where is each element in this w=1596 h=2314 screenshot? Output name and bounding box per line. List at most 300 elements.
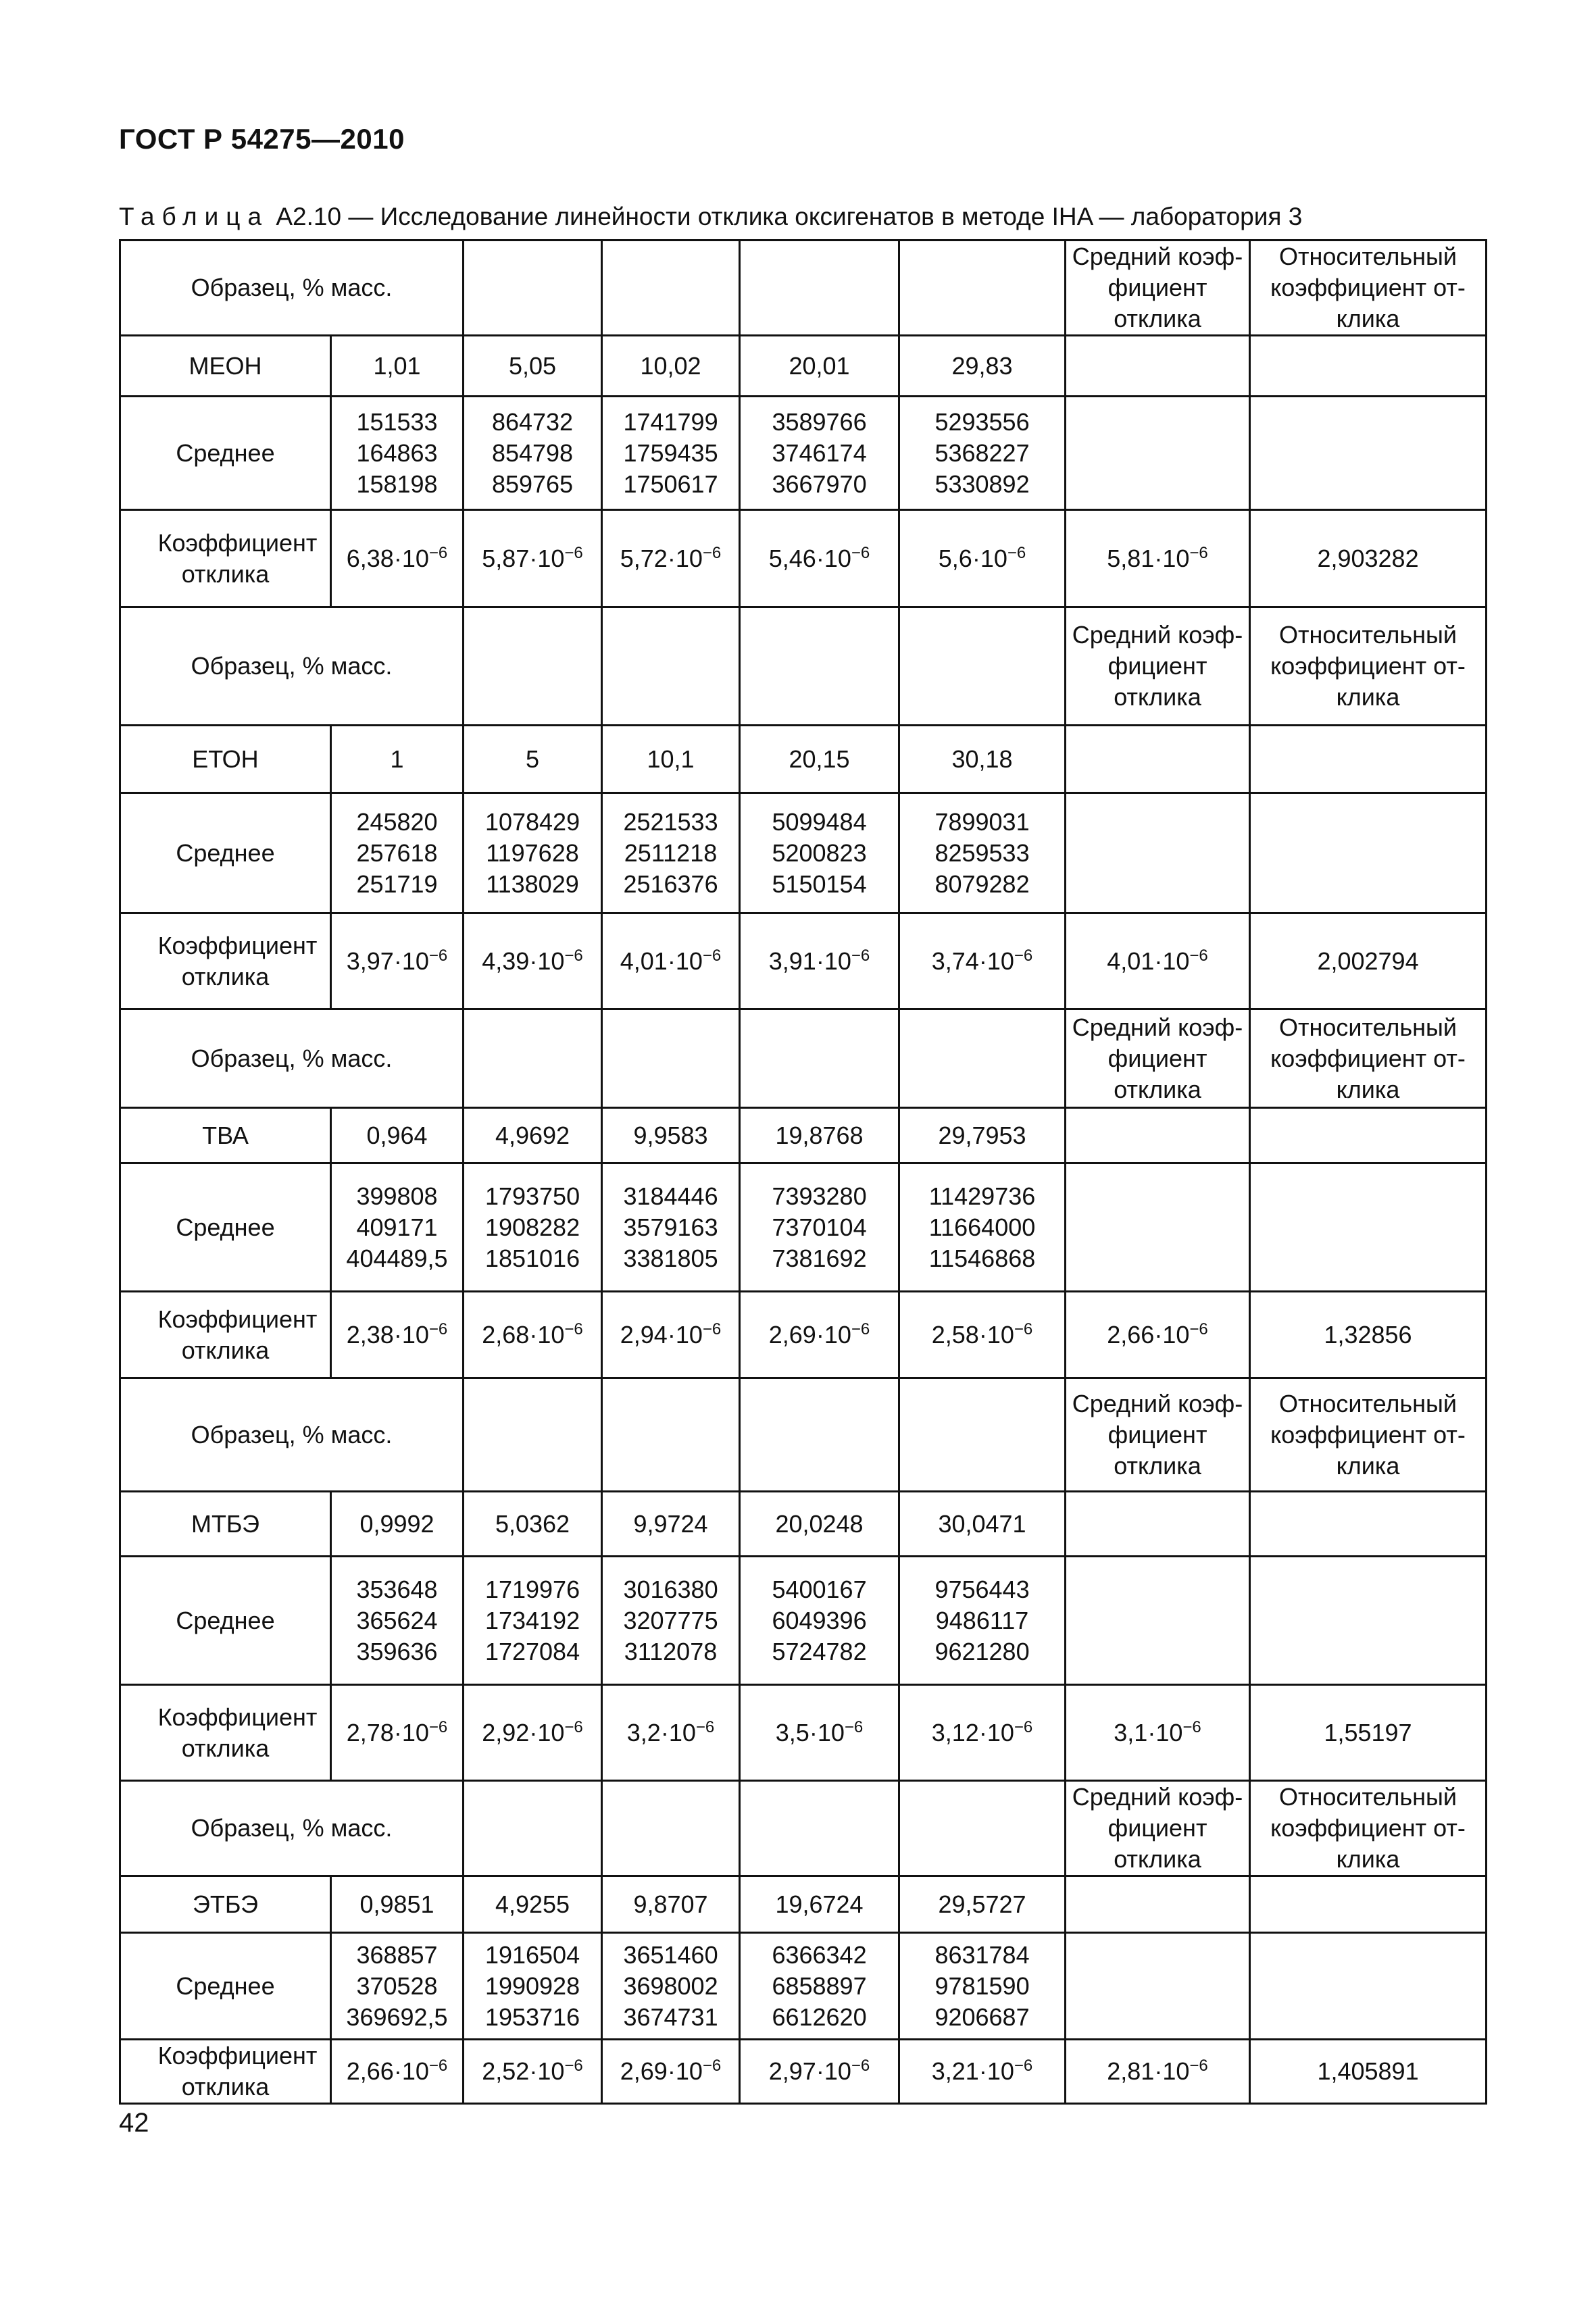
concentration-cell: 10,1 bbox=[602, 726, 740, 793]
measurement-value: 1990928 bbox=[484, 1971, 580, 2000]
empty-cell bbox=[464, 241, 602, 336]
empty-cell bbox=[1250, 726, 1487, 793]
coefficient-cell bbox=[602, 1685, 740, 1781]
measurement-value: 3651460 bbox=[623, 1940, 718, 1969]
compound-name: ТВА bbox=[120, 1108, 331, 1163]
coefficient-cell bbox=[899, 1685, 1066, 1781]
empty-cell bbox=[1066, 1163, 1250, 1292]
coefficient-label-line1: Коэффициент bbox=[157, 1305, 318, 1333]
coefficient-label-line2: отклика bbox=[181, 962, 270, 990]
measurement-value: 8259533 bbox=[934, 838, 1030, 867]
coefficient-cell bbox=[331, 913, 464, 1009]
concentration-cell: 19,8768 bbox=[740, 1108, 899, 1163]
coefficient-cell bbox=[331, 510, 464, 607]
empty-cell bbox=[1066, 336, 1250, 397]
measurement-cell bbox=[602, 1933, 740, 2040]
coefficient-mantissa: 2,66·10 bbox=[1107, 1320, 1190, 1349]
measurement-value: 9206687 bbox=[934, 2003, 1030, 2031]
linearity-table bbox=[119, 239, 1487, 2105]
empty-cell bbox=[1066, 1876, 1250, 1933]
measurement-value: 369692,5 bbox=[346, 2003, 448, 2031]
empty-cell bbox=[1066, 726, 1250, 793]
coefficient-cell bbox=[899, 2040, 1066, 2104]
measurement-value: 11664000 bbox=[928, 1213, 1036, 1241]
coefficient-cell bbox=[331, 1685, 464, 1781]
empty-cell bbox=[602, 607, 740, 726]
sample-header-row bbox=[120, 1378, 1487, 1492]
avg-coef-header: Средний коэф-фициент отклика bbox=[1066, 1009, 1250, 1108]
coefficient-cell bbox=[740, 510, 899, 607]
empty-cell bbox=[740, 1009, 899, 1108]
coefficient-mantissa: 2,52·10 bbox=[482, 2057, 565, 2085]
coefficient-cell bbox=[464, 1292, 602, 1378]
measurement-value: 6612620 bbox=[772, 2003, 867, 2031]
coefficient-exponent: −6 bbox=[851, 2057, 870, 2075]
coefficient-exponent: −6 bbox=[1014, 1717, 1033, 1736]
empty-cell bbox=[464, 1009, 602, 1108]
measurement-value: 1138029 bbox=[486, 870, 579, 898]
rel-coef-header: Относительный коэффициент от-клика bbox=[1250, 1009, 1487, 1108]
coefficient-cell bbox=[602, 1292, 740, 1378]
coefficient-mantissa: 2,58·10 bbox=[931, 1320, 1014, 1349]
measurement-value: 11429736 bbox=[928, 1182, 1036, 1210]
measurement-cell bbox=[331, 793, 464, 913]
measurement-value: 399808 bbox=[356, 1182, 438, 1210]
coefficient-exponent: −6 bbox=[1014, 1319, 1033, 1338]
empty-cell bbox=[1250, 336, 1487, 397]
coefficient-mantissa: 2,94·10 bbox=[620, 1320, 703, 1349]
coefficient-mantissa: 2,81·10 bbox=[1107, 2057, 1190, 2085]
coefficient-label-line1: Коэффициент bbox=[157, 528, 318, 557]
coefficient-cell bbox=[331, 2040, 464, 2104]
concentration-row bbox=[120, 1492, 1487, 1557]
coefficient-mantissa: 4,01·10 bbox=[620, 947, 703, 975]
empty-cell bbox=[1250, 1876, 1487, 1933]
measurement-value: 368857 bbox=[356, 1940, 438, 1969]
empty-cell bbox=[1250, 1163, 1487, 1292]
coefficient-mantissa: 3,12·10 bbox=[931, 1718, 1014, 1746]
concentration-cell: 29,83 bbox=[899, 336, 1066, 397]
coefficient-mantissa: 3,97·10 bbox=[346, 947, 429, 975]
avg-coef-header: Средний коэф-фициент отклика bbox=[1066, 607, 1250, 726]
sample-header-row bbox=[120, 1781, 1487, 1876]
coefficient-mantissa: 2,69·10 bbox=[620, 2057, 703, 2085]
coefficient-label-line2: отклика bbox=[181, 1336, 270, 1364]
empty-cell bbox=[464, 607, 602, 726]
sample-header-row bbox=[120, 241, 1487, 336]
coefficient-cell bbox=[602, 913, 740, 1009]
coefficient-exponent: −6 bbox=[1189, 1319, 1208, 1338]
coefficient-exponent: −6 bbox=[702, 1319, 722, 1338]
measurement-value: 151533 bbox=[356, 407, 438, 436]
concentration-cell: 29,5727 bbox=[899, 1876, 1066, 1933]
mean-label: Среднее bbox=[120, 397, 331, 510]
coefficient-cell bbox=[602, 2040, 740, 2104]
empty-cell bbox=[1250, 1557, 1487, 1685]
measurement-value: 370528 bbox=[356, 1971, 438, 2000]
coefficient-exponent: −6 bbox=[428, 2057, 448, 2075]
avg-coef-value bbox=[1066, 510, 1250, 607]
empty-cell bbox=[740, 1781, 899, 1876]
mean-label: Среднее bbox=[120, 1557, 331, 1685]
coefficient-mantissa: 3,2·10 bbox=[626, 1718, 696, 1746]
measurement-cell bbox=[331, 1933, 464, 2040]
coefficient-row bbox=[120, 1292, 1487, 1378]
empty-cell bbox=[1250, 1492, 1487, 1557]
sample-label: Образец, % масс. bbox=[120, 241, 464, 336]
measurement-value: 5099484 bbox=[772, 807, 867, 836]
empty-cell bbox=[1066, 1492, 1250, 1557]
measurement-cell bbox=[331, 1557, 464, 1685]
coefficient-cell bbox=[740, 913, 899, 1009]
compound-name: ЕТОН bbox=[120, 726, 331, 793]
measurement-value: 5200823 bbox=[772, 838, 867, 867]
measurement-value: 5368227 bbox=[934, 438, 1030, 467]
coefficient-exponent: −6 bbox=[1014, 2057, 1033, 2075]
measurement-value: 7899031 bbox=[934, 807, 1030, 836]
measurement-value: 6366342 bbox=[772, 1940, 867, 1969]
measurement-cell bbox=[331, 1163, 464, 1292]
measurement-value: 9781590 bbox=[934, 1971, 1030, 2000]
measurement-value: 9756443 bbox=[934, 1575, 1030, 1603]
rel-coef-header: Относительный коэффициент от-клика bbox=[1250, 1378, 1487, 1492]
coefficient-row bbox=[120, 2040, 1487, 2104]
measurement-value: 7381692 bbox=[772, 1244, 867, 1272]
measurement-cell bbox=[740, 1163, 899, 1292]
coefficient-mantissa: 2,92·10 bbox=[482, 1718, 565, 1746]
measurement-value: 1750617 bbox=[623, 470, 718, 498]
empty-cell bbox=[1250, 1933, 1487, 2040]
measurement-value: 1734192 bbox=[484, 1606, 580, 1634]
avg-coef-value bbox=[1066, 2040, 1250, 2104]
measurement-value: 257618 bbox=[356, 838, 438, 867]
measurement-value: 7393280 bbox=[772, 1182, 867, 1210]
coefficient-exponent: −6 bbox=[564, 1319, 583, 1338]
empty-cell bbox=[740, 607, 899, 726]
measurement-value: 6049396 bbox=[772, 1606, 867, 1634]
measurement-cell bbox=[464, 793, 602, 913]
measurement-cell bbox=[740, 397, 899, 510]
compound-name: МЕОН bbox=[120, 336, 331, 397]
measurement-value: 1908282 bbox=[484, 1213, 580, 1241]
measurement-value: 3579163 bbox=[623, 1213, 718, 1241]
concentration-cell: 20,01 bbox=[740, 336, 899, 397]
concentration-cell: 1 bbox=[331, 726, 464, 793]
concentration-cell: 5,0362 bbox=[464, 1492, 602, 1557]
caption-prefix: Таблица bbox=[119, 203, 270, 230]
coefficient-cell bbox=[464, 510, 602, 607]
coefficient-mantissa: 5,46·10 bbox=[768, 544, 851, 572]
empty-cell bbox=[1066, 1933, 1250, 2040]
coefficient-mantissa: 3,5·10 bbox=[775, 1718, 845, 1746]
rel-coef-header: Относительный коэффициент от-клика bbox=[1250, 241, 1487, 336]
empty-cell bbox=[1250, 397, 1487, 510]
coefficient-exponent: −6 bbox=[702, 543, 722, 562]
coefficient-exponent: −6 bbox=[851, 543, 870, 562]
concentration-cell: 4,9692 bbox=[464, 1108, 602, 1163]
coefficient-exponent: −6 bbox=[564, 543, 583, 562]
measurement-value: 5330892 bbox=[934, 470, 1030, 498]
rel-coef-header: Относительный коэффициент от-клика bbox=[1250, 1781, 1487, 1876]
measurement-value: 1793750 bbox=[484, 1182, 580, 1210]
coefficient-cell bbox=[899, 913, 1066, 1009]
coefficient-label bbox=[120, 1292, 331, 1378]
concentration-cell: 5 bbox=[464, 726, 602, 793]
empty-cell bbox=[740, 241, 899, 336]
measurement-value: 158198 bbox=[356, 470, 438, 498]
coefficient-mantissa: 3,21·10 bbox=[931, 2057, 1014, 2085]
coefficient-mantissa: 2,38·10 bbox=[346, 1320, 429, 1349]
concentration-cell: 1,01 bbox=[331, 336, 464, 397]
empty-cell bbox=[899, 1009, 1066, 1108]
measurement-value: 864732 bbox=[491, 407, 574, 436]
measurement-value: 8631784 bbox=[934, 1940, 1030, 1969]
measurement-value: 5724782 bbox=[772, 1637, 867, 1665]
coefficient-row bbox=[120, 913, 1487, 1009]
concentration-cell: 0,964 bbox=[331, 1108, 464, 1163]
coefficient-cell bbox=[740, 1292, 899, 1378]
rel-coef-header: Относительный коэффициент от-клика bbox=[1250, 607, 1487, 726]
empty-cell bbox=[602, 1009, 740, 1108]
measurement-cell bbox=[464, 397, 602, 510]
measurement-value: 3746174 bbox=[772, 438, 867, 467]
measurement-value: 3381805 bbox=[623, 1244, 718, 1272]
avg-coef-header: Средний коэф-фициент отклика bbox=[1066, 241, 1250, 336]
measurement-value: 3207775 bbox=[623, 1606, 718, 1634]
mean-label: Среднее bbox=[120, 1933, 331, 2040]
concentration-row bbox=[120, 1108, 1487, 1163]
concentration-cell: 29,7953 bbox=[899, 1108, 1066, 1163]
measurement-cell bbox=[464, 1933, 602, 2040]
measurement-value: 2521533 bbox=[623, 807, 718, 836]
concentration-row bbox=[120, 336, 1487, 397]
measurement-value: 1953716 bbox=[484, 2003, 580, 2031]
measurement-value: 3667970 bbox=[772, 470, 867, 498]
coefficient-exponent: −6 bbox=[428, 946, 448, 965]
avg-coef-header: Средний коэф-фициент отклика bbox=[1066, 1781, 1250, 1876]
coefficient-mantissa: 3,1·10 bbox=[1114, 1718, 1183, 1746]
coefficient-cell bbox=[740, 2040, 899, 2104]
coefficient-cell bbox=[602, 510, 740, 607]
sample-label: Образец, % масс. bbox=[120, 607, 464, 726]
coefficient-mantissa: 2,78·10 bbox=[346, 1718, 429, 1746]
empty-cell bbox=[1250, 1108, 1487, 1163]
coefficient-exponent: −6 bbox=[1182, 1717, 1201, 1736]
coefficient-cell bbox=[899, 1292, 1066, 1378]
concentration-cell: 20,15 bbox=[740, 726, 899, 793]
measurement-cell bbox=[602, 397, 740, 510]
measurement-value: 1759435 bbox=[623, 438, 718, 467]
measurement-cell bbox=[899, 793, 1066, 913]
measurement-value: 859765 bbox=[491, 470, 574, 498]
empty-cell bbox=[899, 607, 1066, 726]
avg-coef-header: Средний коэф-фициент отклика bbox=[1066, 1378, 1250, 1492]
coefficient-exponent: −6 bbox=[1189, 2057, 1208, 2075]
coefficient-exponent: −6 bbox=[428, 1319, 448, 1338]
empty-cell bbox=[602, 1781, 740, 1876]
coefficient-label bbox=[120, 913, 331, 1009]
measurements-row bbox=[120, 397, 1487, 510]
measurement-value: 1727084 bbox=[484, 1637, 580, 1665]
coefficient-cell bbox=[464, 1685, 602, 1781]
measurement-cell bbox=[602, 1557, 740, 1685]
coefficient-mantissa: 2,97·10 bbox=[768, 2057, 851, 2085]
coefficient-label-line2: отклика bbox=[181, 2073, 270, 2101]
measurement-cell bbox=[899, 1557, 1066, 1685]
rel-coef-value: 1,405891 bbox=[1250, 2040, 1487, 2104]
sample-label: Образец, % масс. bbox=[120, 1009, 464, 1108]
caption-text: А2.10 — Исследование линейности отклика оксигенатов в методе IHA — лаборатория 3 bbox=[276, 203, 1303, 230]
measurement-value: 7370104 bbox=[772, 1213, 867, 1241]
measurement-value: 409171 bbox=[356, 1213, 438, 1241]
avg-coef-value bbox=[1066, 1292, 1250, 1378]
measurements-row bbox=[120, 1557, 1487, 1685]
empty-cell bbox=[1066, 397, 1250, 510]
measurement-value: 2511218 bbox=[624, 838, 718, 867]
measurement-value: 3674731 bbox=[623, 2003, 718, 2031]
sample-header-row bbox=[120, 607, 1487, 726]
concentration-cell: 9,9724 bbox=[602, 1492, 740, 1557]
table-caption bbox=[119, 203, 1302, 231]
coefficient-mantissa: 2,69·10 bbox=[768, 1320, 851, 1349]
measurement-cell bbox=[740, 793, 899, 913]
mean-label: Среднее bbox=[120, 1163, 331, 1292]
measurement-cell bbox=[464, 1557, 602, 1685]
coefficient-cell bbox=[740, 1685, 899, 1781]
coefficient-exponent: −6 bbox=[1189, 946, 1208, 965]
coefficient-label-line1: Коэффициент bbox=[157, 2042, 318, 2069]
mean-label: Среднее bbox=[120, 793, 331, 913]
measurement-value: 1078429 bbox=[484, 807, 580, 836]
empty-cell bbox=[602, 241, 740, 336]
measurements-row bbox=[120, 1163, 1487, 1292]
concentration-cell: 0,9992 bbox=[331, 1492, 464, 1557]
empty-cell bbox=[899, 1781, 1066, 1876]
empty-cell bbox=[1066, 793, 1250, 913]
measurement-cell bbox=[899, 397, 1066, 510]
coefficient-label bbox=[120, 1685, 331, 1781]
measurement-value: 1197628 bbox=[486, 838, 579, 867]
empty-cell bbox=[602, 1378, 740, 1492]
measurement-cell bbox=[602, 1163, 740, 1292]
concentration-cell: 4,9255 bbox=[464, 1876, 602, 1933]
measurement-cell bbox=[331, 397, 464, 510]
coefficient-cell bbox=[464, 2040, 602, 2104]
coefficient-exponent: −6 bbox=[428, 1717, 448, 1736]
measurement-value: 3698002 bbox=[623, 1971, 718, 2000]
empty-cell bbox=[464, 1378, 602, 1492]
concentration-cell: 10,02 bbox=[602, 336, 740, 397]
coefficient-label-line1: Коэффициент bbox=[157, 1703, 318, 1731]
measurement-value: 245820 bbox=[356, 807, 438, 836]
concentration-cell: 30,0471 bbox=[899, 1492, 1066, 1557]
coefficient-mantissa: 5,87·10 bbox=[482, 544, 565, 572]
page-number: 42 bbox=[119, 2108, 149, 2138]
empty-cell bbox=[899, 1378, 1066, 1492]
coefficient-row bbox=[120, 510, 1487, 607]
measurement-cell bbox=[899, 1933, 1066, 2040]
measurement-value: 9486117 bbox=[935, 1606, 1029, 1634]
empty-cell bbox=[899, 241, 1066, 336]
concentration-row bbox=[120, 726, 1487, 793]
rel-coef-value: 1,32856 bbox=[1250, 1292, 1487, 1378]
coefficient-mantissa: 4,39·10 bbox=[482, 947, 565, 975]
rel-coef-value: 2,002794 bbox=[1250, 913, 1487, 1009]
concentration-cell: 0,9851 bbox=[331, 1876, 464, 1933]
measurement-value: 353648 bbox=[356, 1575, 438, 1603]
measurement-cell bbox=[740, 1557, 899, 1685]
coefficient-cell bbox=[899, 510, 1066, 607]
coefficient-exponent: −6 bbox=[695, 1717, 715, 1736]
empty-cell bbox=[1250, 793, 1487, 913]
document-header: ГОСТ Р 54275—2010 bbox=[119, 123, 405, 155]
coefficient-exponent: −6 bbox=[702, 946, 722, 965]
measurement-value: 1851016 bbox=[484, 1244, 580, 1272]
sample-label: Образец, % масс. bbox=[120, 1781, 464, 1876]
coefficient-cell bbox=[464, 913, 602, 1009]
measurement-value: 1916504 bbox=[484, 1940, 580, 1969]
sample-header-row bbox=[120, 1009, 1487, 1108]
concentration-cell: 9,8707 bbox=[602, 1876, 740, 1933]
coefficient-mantissa: 5,6·10 bbox=[938, 544, 1007, 572]
concentration-row bbox=[120, 1876, 1487, 1933]
sample-label: Образец, % масс. bbox=[120, 1378, 464, 1492]
concentration-cell: 19,6724 bbox=[740, 1876, 899, 1933]
coefficient-mantissa: 5,81·10 bbox=[1107, 544, 1190, 572]
coefficient-mantissa: 6,38·10 bbox=[346, 544, 429, 572]
rel-coef-value: 2,903282 bbox=[1250, 510, 1487, 607]
coefficient-label-line2: отклика bbox=[181, 559, 270, 588]
measurement-value: 1719976 bbox=[484, 1575, 580, 1603]
concentration-cell: 9,9583 bbox=[602, 1108, 740, 1163]
measurements-row bbox=[120, 793, 1487, 913]
coefficient-label-line1: Коэффициент bbox=[157, 931, 318, 959]
measurement-cell bbox=[899, 1163, 1066, 1292]
measurement-value: 404489,5 bbox=[346, 1244, 448, 1272]
empty-cell bbox=[1066, 1557, 1250, 1685]
avg-coef-value bbox=[1066, 1685, 1250, 1781]
compound-name: ЭТБЭ bbox=[120, 1876, 331, 1933]
coefficient-mantissa: 2,66·10 bbox=[346, 2057, 429, 2085]
measurement-cell bbox=[602, 793, 740, 913]
measurement-value: 359636 bbox=[356, 1637, 438, 1665]
coefficient-cell bbox=[331, 1292, 464, 1378]
measurement-value: 11546868 bbox=[928, 1244, 1036, 1272]
coefficient-exponent: −6 bbox=[851, 946, 870, 965]
coefficient-exponent: −6 bbox=[844, 1717, 864, 1736]
measurement-value: 2516376 bbox=[623, 870, 718, 898]
coefficient-mantissa: 5,72·10 bbox=[620, 544, 703, 572]
coefficient-exponent: −6 bbox=[428, 543, 448, 562]
measurement-cell bbox=[740, 1933, 899, 2040]
coefficient-exponent: −6 bbox=[702, 2057, 722, 2075]
avg-coef-value bbox=[1066, 913, 1250, 1009]
measurement-value: 3589766 bbox=[772, 407, 867, 436]
concentration-cell: 20,0248 bbox=[740, 1492, 899, 1557]
measurement-value: 251719 bbox=[356, 870, 438, 898]
empty-cell bbox=[1066, 1108, 1250, 1163]
coefficient-mantissa: 2,68·10 bbox=[482, 1320, 565, 1349]
coefficient-label-line2: отклика bbox=[181, 1734, 270, 1762]
measurement-value: 8079282 bbox=[934, 870, 1030, 898]
measurement-cell bbox=[464, 1163, 602, 1292]
measurement-value: 3184446 bbox=[623, 1182, 718, 1210]
measurement-value: 164863 bbox=[356, 438, 438, 467]
compound-name: МТБЭ bbox=[120, 1492, 331, 1557]
coefficient-exponent: −6 bbox=[1189, 543, 1208, 562]
coefficient-mantissa: 3,74·10 bbox=[931, 947, 1014, 975]
coefficient-mantissa: 4,01·10 bbox=[1107, 947, 1190, 975]
